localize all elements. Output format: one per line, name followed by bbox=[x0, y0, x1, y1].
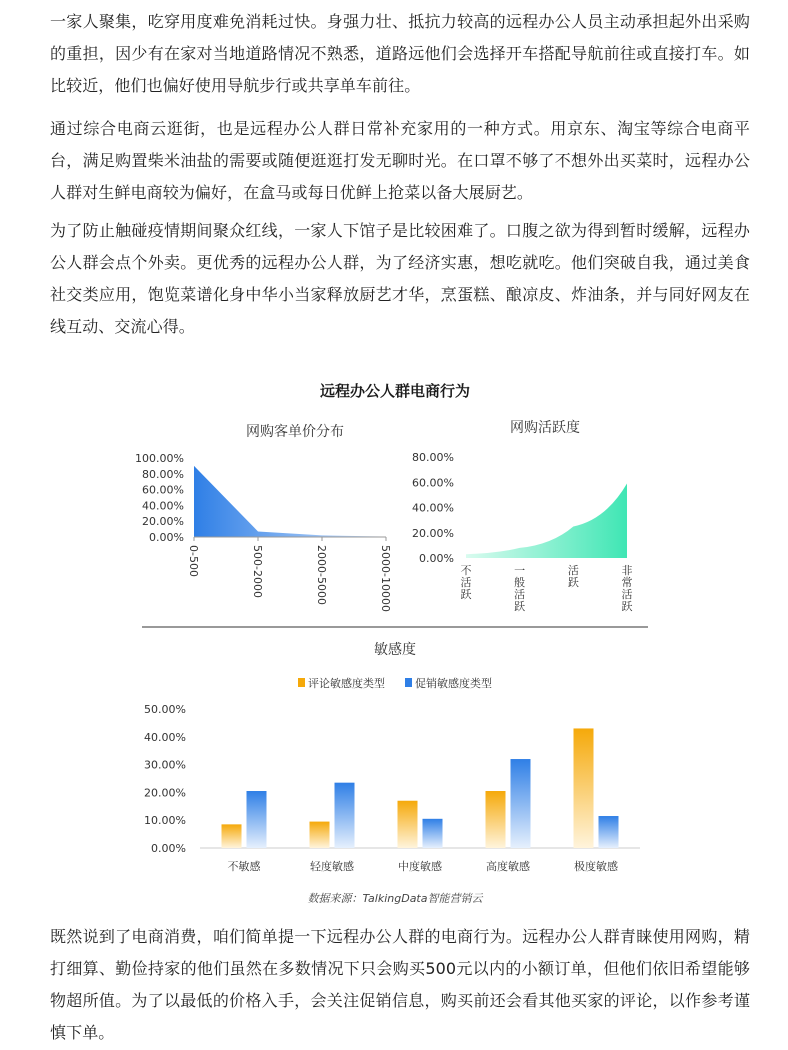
order-price-chart-title: 网购客单价分布 bbox=[246, 424, 344, 440]
y-tick-label: 40.00% bbox=[412, 501, 454, 515]
bar-promo-sensitivity bbox=[423, 819, 443, 848]
y-tick-label: 60.00% bbox=[412, 476, 454, 490]
x-tick-label: 2000-5000 bbox=[315, 545, 328, 605]
x-tick-label: 轻度敏感 bbox=[310, 860, 354, 873]
y-tick-label: 0.00% bbox=[149, 531, 184, 544]
x-tick-label: 高度敏感 bbox=[486, 860, 530, 873]
x-tick-char: 跃 bbox=[460, 588, 472, 601]
sensitivity-chart-title: 敏感度 bbox=[374, 642, 416, 658]
activity-area bbox=[466, 484, 627, 558]
x-tick-char: 一 bbox=[514, 564, 526, 577]
bar-promo-sensitivity bbox=[335, 783, 355, 848]
x-tick-char: 活 bbox=[567, 564, 579, 577]
order-price-area bbox=[194, 466, 386, 537]
x-tick-label: 5000-10000 bbox=[379, 545, 392, 612]
x-tick-char: 活 bbox=[514, 588, 526, 601]
x-tick-label: 0-500 bbox=[187, 545, 200, 577]
x-tick-char: 跃 bbox=[621, 600, 633, 613]
paragraph-takeout: 为了防止触碰疫情期间聚众红线，一家人下馆子是比较困难了。口腹之欲为得到暂时缓解，远程办公人群会点个外卖。更优秀的远程办公人群，为了经济实惠，想吃就吃。他们突破自我，通过美食社交类应用，饱览菜谱化身中华小当家释放厨艺才华，烹蛋糕、酿凉皮、炸油条，并与同好网友在线互动、交流心得。 bbox=[50, 221, 750, 336]
x-tick-char: 不 bbox=[460, 564, 472, 577]
x-tick-label: 极度敏感 bbox=[574, 860, 618, 873]
y-tick-label: 100.00% bbox=[135, 452, 184, 465]
activity-area-chart bbox=[412, 419, 632, 613]
x-tick-label bbox=[461, 564, 472, 601]
activity-chart-title: 网购活跃度 bbox=[510, 420, 580, 436]
bar-review-sensitivity bbox=[310, 822, 330, 848]
y-tick-label: 0.00% bbox=[419, 552, 454, 565]
x-tick-char: 跃 bbox=[567, 576, 579, 589]
y-tick-label: 50.00% bbox=[144, 703, 186, 716]
x-tick-char: 非 bbox=[621, 564, 633, 577]
bar-review-sensitivity bbox=[398, 801, 418, 848]
data-source-note: 数据来源：TalkingData智能营销云 bbox=[307, 892, 483, 905]
x-tick-label: 500-2000 bbox=[251, 545, 264, 598]
x-tick-label bbox=[622, 563, 633, 613]
bar-review-sensitivity bbox=[574, 728, 594, 848]
y-tick-label: 40.00% bbox=[142, 499, 184, 513]
y-tick-label: 20.00% bbox=[142, 515, 184, 529]
sensitivity-bar-chart bbox=[144, 641, 640, 873]
x-tick-char: 活 bbox=[460, 576, 472, 589]
legend-label: 评论敏感度类型 bbox=[308, 677, 385, 690]
y-tick-label: 60.00% bbox=[142, 483, 184, 497]
y-tick-label: 0.00% bbox=[151, 842, 186, 855]
order-price-area-chart bbox=[135, 424, 392, 612]
bar-promo-sensitivity bbox=[247, 791, 267, 848]
x-tick-char: 般 bbox=[514, 576, 526, 589]
y-tick-label: 10.00% bbox=[144, 814, 186, 828]
y-tick-label: 20.00% bbox=[144, 786, 186, 800]
x-tick-label bbox=[514, 564, 525, 613]
x-tick-label: 不敏感 bbox=[227, 860, 261, 873]
y-tick-label: 30.00% bbox=[144, 758, 186, 772]
x-tick-char: 活 bbox=[621, 588, 633, 601]
y-tick-label: 80.00% bbox=[412, 451, 454, 464]
x-tick-label: 中度敏感 bbox=[398, 860, 442, 873]
bar-review-sensitivity bbox=[222, 824, 242, 848]
paragraph-summary: 既然说到了电商消费，咱们简单提一下远程办公人群的电商行为。远程办公人群青睐使用网购，精打细算、勤俭持家的他们虽然在多数情况下只会购买500元以内的小额订单，但他们依旧希望能够物超所值。为了以最低的价格入手，会关注促销信息，购买前还会看其他买家的评论，以作参考谨慎下单。 bbox=[50, 927, 750, 1042]
bar-promo-sensitivity bbox=[511, 759, 531, 848]
paragraph-intro: 一家人聚集，吃穿用度难免消耗过快。身强力壮、抵抗力较高的远程办公人员主动承担起外出采购的重担，因少有在家对当地道路情况不熟悉，道路远他们会选择开车搭配导航前往或直接打车。如比较近，他们也偏好使用导航步行或共享单车前往。 bbox=[50, 12, 750, 95]
legend-swatch bbox=[405, 678, 412, 687]
y-tick-label: 40.00% bbox=[144, 730, 186, 744]
legend-swatch bbox=[298, 678, 305, 687]
x-tick-char: 跃 bbox=[514, 600, 526, 613]
y-tick-label: 80.00% bbox=[142, 467, 184, 481]
figure-title: 远程办公人群电商行为 bbox=[319, 382, 471, 400]
bar-promo-sensitivity bbox=[599, 816, 619, 848]
bar-review-sensitivity bbox=[486, 791, 506, 848]
x-tick-label bbox=[568, 564, 579, 589]
y-tick-label: 20.00% bbox=[412, 526, 454, 540]
paragraph-ecommerce: 通过综合电商云逛街，也是远程办公人群日常补充家用的一种方式。用京东、淘宝等综合电商平台，满足购置柴米油盐的需要或随便逛逛打发无聊时光。在口罩不够了不想外出买菜时，远程办公人群对生鲜电商较为偏好，在盒马或每日优鲜上抢菜以备大展厨艺。 bbox=[50, 119, 750, 202]
x-tick-char: 常 bbox=[621, 576, 633, 589]
legend-label: 促销敏感度类型 bbox=[415, 677, 492, 690]
